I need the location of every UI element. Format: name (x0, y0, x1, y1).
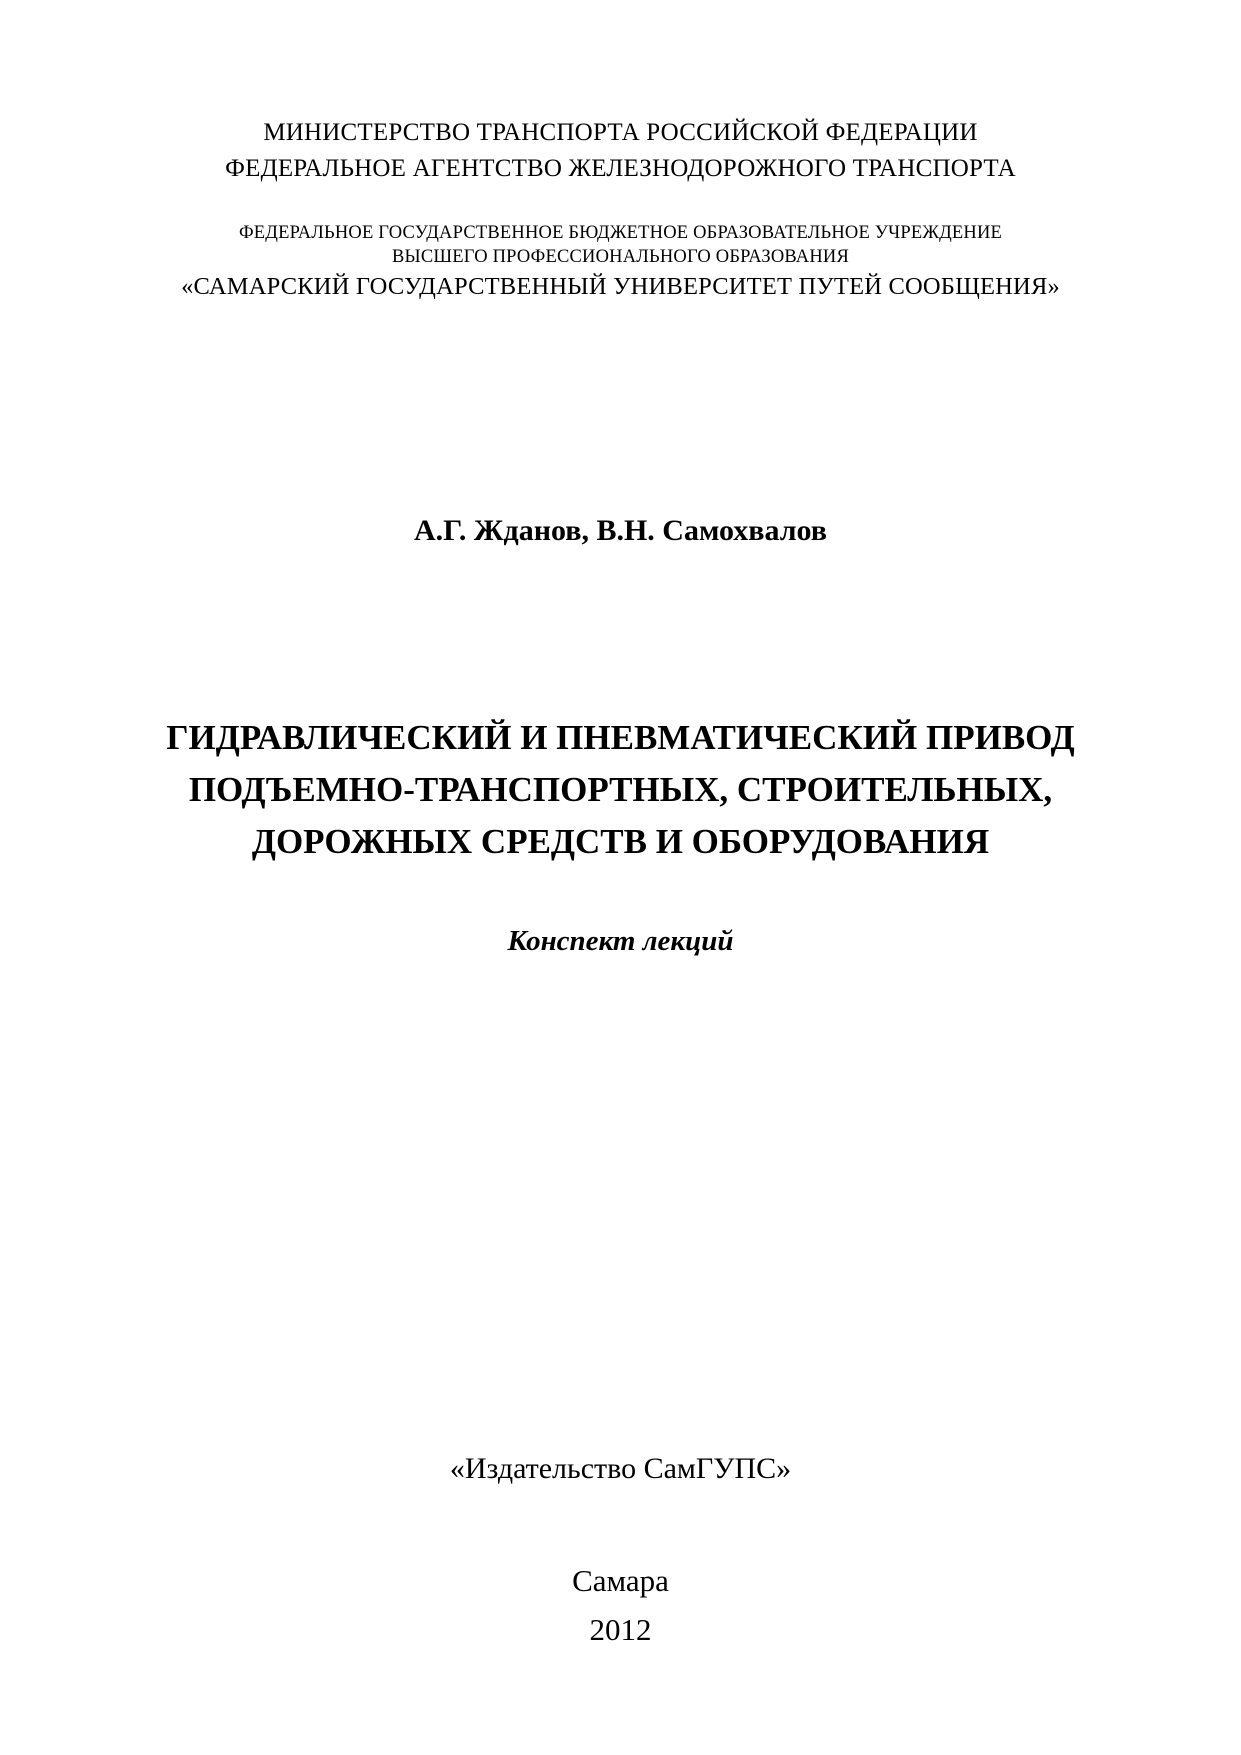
title-line-2: ПОДЪЕМНО-ТРАНСПОРТНЫХ, СТРОИТЕЛЬНЫХ, (188, 770, 1053, 809)
ministry-heading: МИНИСТЕРСТВО ТРАНСПОРТА РОССИЙСКОЙ ФЕДЕРАЦИИ (263, 119, 978, 146)
subtitle: Конспект лекций (507, 925, 734, 957)
institution-type-line-1: ФЕДЕРАЛЬНОЕ ГОСУДАРСТВЕННОЕ БЮДЖЕТНОЕ ОБРАЗОВАТЕЛЬНОЕ УЧРЕЖДЕНИЕ (238, 223, 1003, 243)
title-line-3: ДОРОЖНЫХ СРЕДСТВ И ОБОРУДОВАНИЯ (251, 822, 990, 861)
city: Самара (572, 1563, 669, 1598)
institution-type-line-2: ВЫСШЕГО ПРОФЕССИОНАЛЬНОГО ОБРАЗОВАНИЯ (391, 247, 850, 267)
title-line-1: ГИДРАВЛИЧЕСКИЙ И ПНЕВМАТИЧЕСКИЙ ПРИВОД (166, 718, 1075, 757)
agency-heading: ФЕДЕРАЛЬНОЕ АГЕНТСТВО ЖЕЛЕЗНОДОРОЖНОГО ТРАНСПОРТА (225, 155, 1016, 182)
year: 2012 (589, 1612, 652, 1647)
authors: А.Г. Жданов, В.Н. Самохвалов (414, 514, 827, 547)
publisher: «Издательство СамГУПС» (449, 1452, 792, 1485)
university-name: «САМАРСКИЙ ГОСУДАРСТВЕННЫЙ УНИВЕРСИТЕТ ПУТЕЙ СООБЩЕНИЯ» (181, 273, 1060, 300)
